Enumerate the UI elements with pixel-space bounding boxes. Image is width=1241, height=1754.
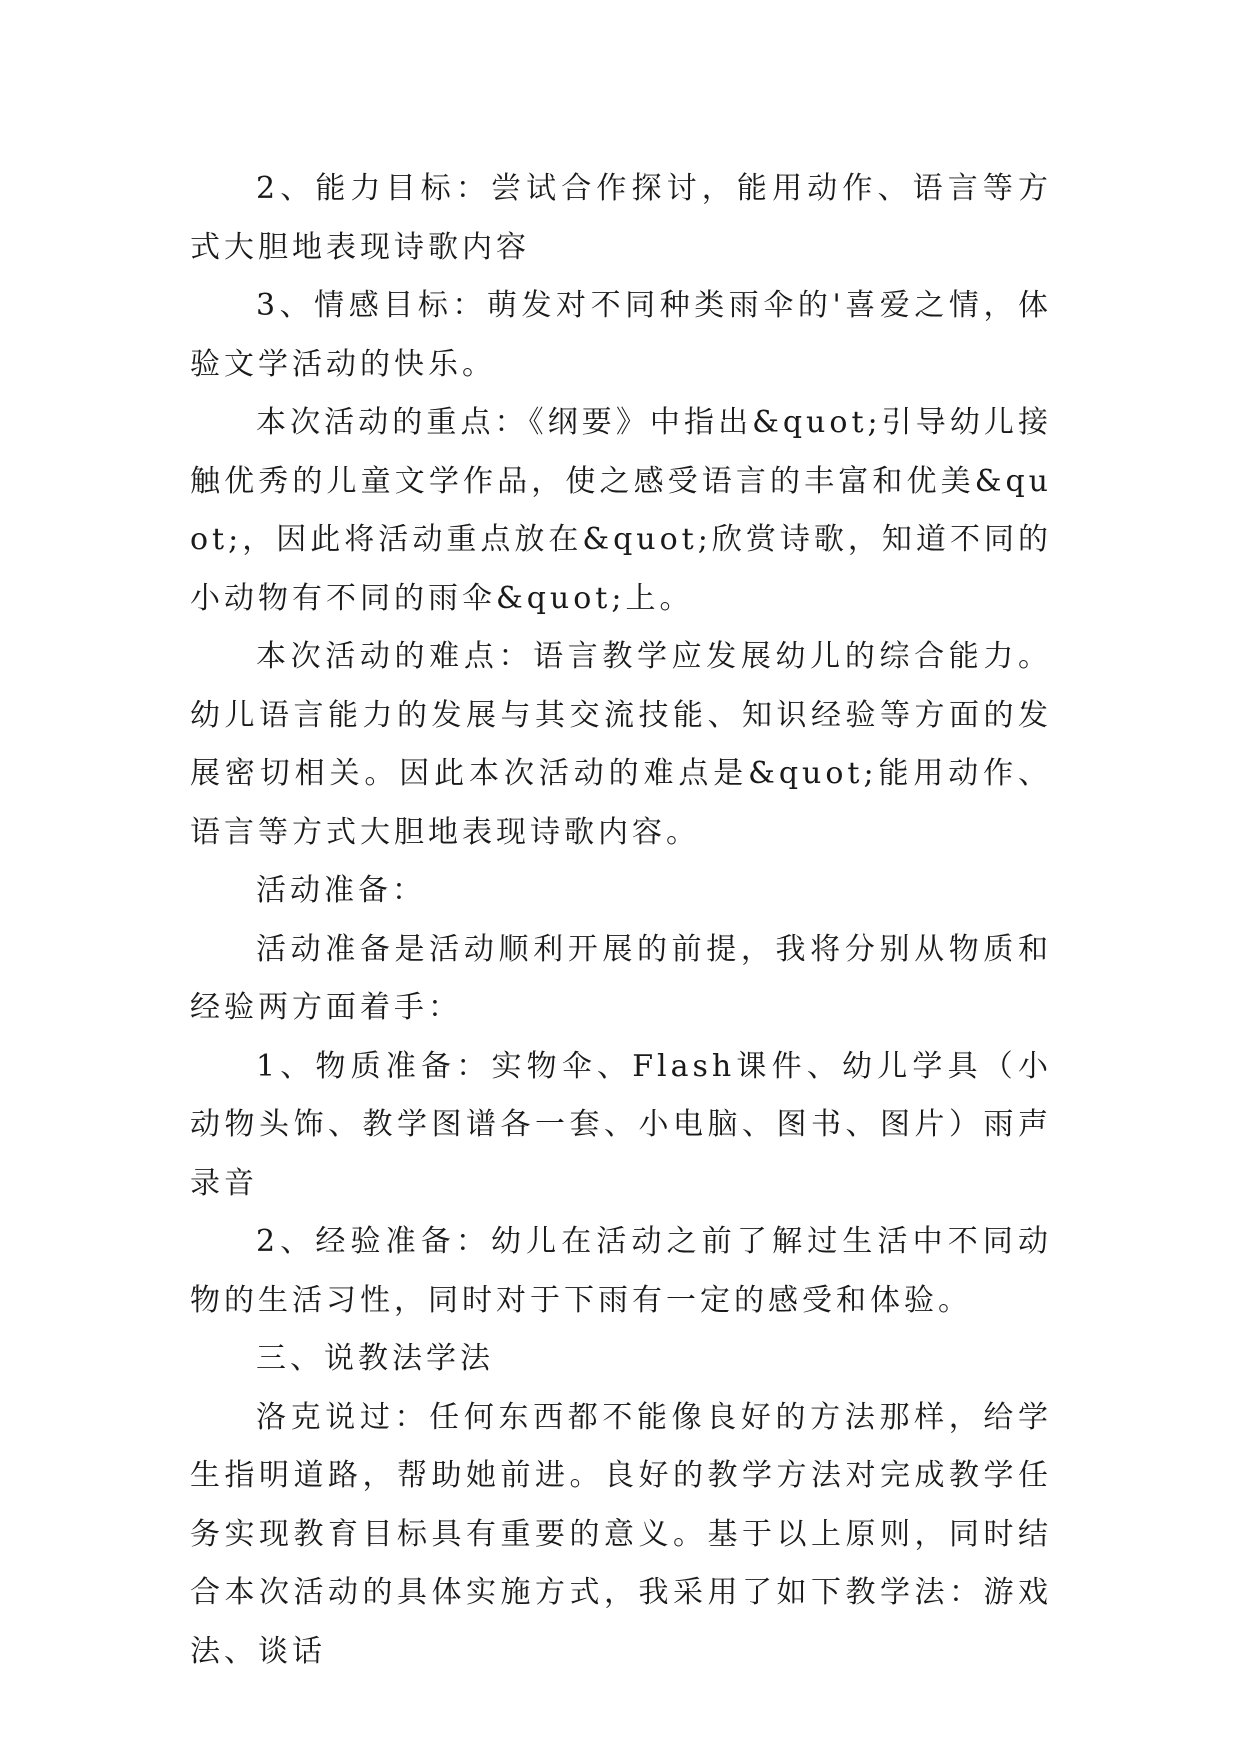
document-body — [190, 160, 1052, 1681]
paragraph-preparation-intro: 活动准备是活动顺利开展的前提，我将分别从物质和经验两方面着手： — [190, 931, 1052, 1025]
paragraph-experience-preparation: 2、经验准备：幼儿在活动之前了解过生活中不同动物的生活习性，同时对于下雨有一定的感受和体验。 — [190, 1224, 1052, 1318]
paragraph-emotion-goal: 3、情感目标：萌发对不同种类雨伞的'喜爱之情，体验文学活动的快乐。 — [190, 288, 1052, 382]
paragraph-teaching-methods: 洛克说过：任何东西都不能像良好的方法那样，给学生指明道路，帮助她前进。良好的教学方法对完成教学任务实现教育目标具有重要的意义。基于以上原则，同时结合本次活动的具体实施方式，我采用了如下教学法：游戏法、谈话 — [190, 1399, 1052, 1669]
paragraph-difficulty: 本次活动的难点：语言教学应发展幼儿的综合能力。幼儿语言能力的发展与其交流技能、知识经验等方面的发展密切相关。因此本次活动的难点是&quot;能用动作、语言等方式大胆地表现诗歌内容。 — [190, 639, 1052, 850]
paragraph-section-heading: 三、说教法学法 — [256, 1341, 494, 1376]
paragraph-material-preparation: 1、物质准备：实物伞、Flash课件、幼儿学具（小动物头饰、教学图谱各一套、小电脑、图书、图片）雨声录音 — [190, 1048, 1052, 1201]
paragraph-preparation-heading: 活动准备： — [256, 873, 426, 908]
paragraph-ability-goal: 2、能力目标：尝试合作探讨，能用动作、语言等方式大胆地表现诗歌内容 — [190, 171, 1052, 265]
paragraph-key-point: 本次活动的重点：《纲要》中指出&quot;引导幼儿接触优秀的儿童文学作品，使之感受语言的丰富和优美&quot;，因此将活动重点放在&quot;欣赏诗歌，知道不同的小动物有不同的雨伞&quot;上。 — [190, 405, 1052, 616]
